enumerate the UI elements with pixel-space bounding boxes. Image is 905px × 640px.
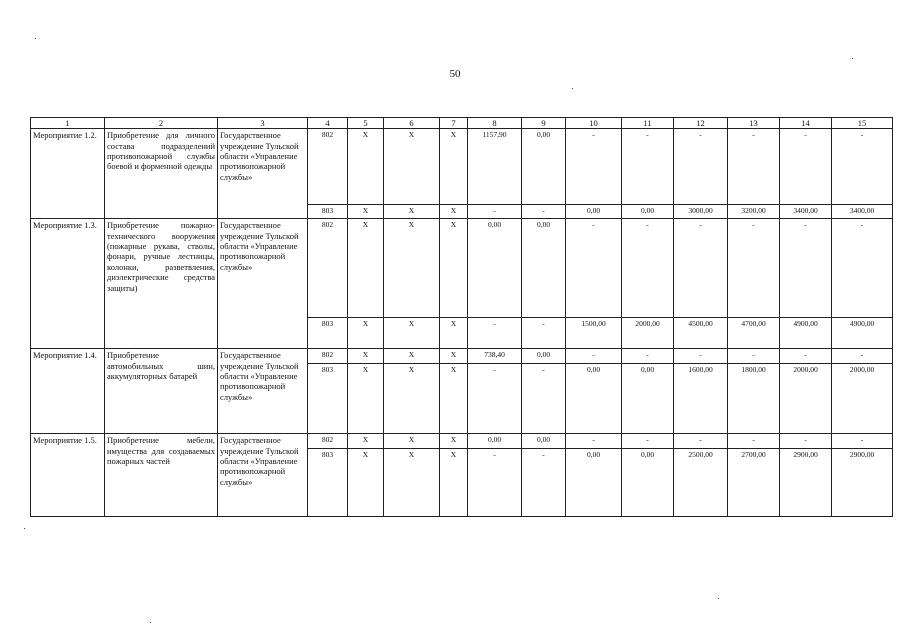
table-cell: 803: [308, 449, 348, 517]
table-cell: 2900,00: [780, 449, 832, 517]
table-cell: X: [384, 449, 440, 517]
table-row: [31, 349, 893, 364]
table-cell: 802: [308, 129, 348, 205]
table-cell: -: [566, 349, 622, 364]
table-cell: X: [440, 449, 468, 517]
table-cell: 4900,00: [832, 318, 893, 349]
table-cell: -: [674, 129, 728, 205]
table-cell: 0,00: [622, 364, 674, 434]
scan-speck: [24, 528, 25, 529]
table-cell: 3200,00: [728, 205, 780, 219]
table-cell: -: [468, 205, 522, 219]
table-cell: 2700,00: [728, 449, 780, 517]
table-cell: 0,00: [566, 449, 622, 517]
table-cell: 0,00: [522, 129, 566, 205]
table-cell: -: [566, 219, 622, 318]
table-cell: -: [832, 129, 893, 205]
table-cell: 1600,00: [674, 364, 728, 434]
header-cell: 4: [308, 118, 348, 129]
table-cell: 0,00: [468, 219, 522, 318]
table-row: [31, 434, 893, 449]
table-cell: 2500,00: [674, 449, 728, 517]
page-number: 50: [449, 68, 461, 80]
table-cell: 803: [308, 318, 348, 349]
table-cell: X: [348, 129, 384, 205]
table-cell: 0,00: [566, 205, 622, 219]
table-cell: X: [440, 129, 468, 205]
table-cell: X: [348, 318, 384, 349]
table-cell: X: [384, 318, 440, 349]
table-cell: X: [440, 219, 468, 318]
table-cell: 1800,00: [728, 364, 780, 434]
table-cell: X: [440, 318, 468, 349]
table-cell: 1500,00: [566, 318, 622, 349]
measure-name: Мероприятие 1.4.: [31, 349, 105, 434]
table-cell: X: [384, 364, 440, 434]
table-cell: 1157,90: [468, 129, 522, 205]
table-cell: X: [348, 219, 384, 318]
table-cell: X: [384, 434, 440, 449]
table-cell: 3000,00: [674, 205, 728, 219]
table-cell: 3400,00: [780, 205, 832, 219]
table-cell: -: [622, 129, 674, 205]
table-cell: X: [384, 219, 440, 318]
measure-name: Мероприятие 1.5.: [31, 434, 105, 517]
header-cell: 10: [566, 118, 622, 129]
measure-executor: Государственное учреждение Тульской области «Управление противопожарной службы»: [218, 349, 308, 434]
table-cell: X: [348, 364, 384, 434]
table-cell: 3400,00: [832, 205, 893, 219]
measure-name: Мероприятие 1.2.: [31, 129, 105, 219]
table-cell: -: [522, 449, 566, 517]
budget-table: [30, 117, 893, 517]
scan-speck: [572, 88, 573, 89]
table-cell: -: [780, 219, 832, 318]
table-cell: X: [348, 449, 384, 517]
table-cell: X: [348, 434, 384, 449]
header-cell: 2: [105, 118, 218, 129]
measure-executor: Государственное учреждение Тульской области «Управление противопожарной службы»: [218, 129, 308, 219]
table-cell: X: [384, 129, 440, 205]
table-cell: 0,00: [522, 349, 566, 364]
table-cell: 2000,00: [622, 318, 674, 349]
table-cell: X: [384, 349, 440, 364]
table-cell: 0,00: [468, 434, 522, 449]
scan-speck: [150, 622, 151, 623]
table-cell: 0,00: [622, 205, 674, 219]
measure-description: Приобретение автомобильных шин, аккумуляторных батарей: [105, 349, 218, 434]
table-cell: 4700,00: [728, 318, 780, 349]
table-cell: 802: [308, 219, 348, 318]
table-cell: X: [348, 349, 384, 364]
table-cell: -: [468, 318, 522, 349]
table-cell: 2000,00: [832, 364, 893, 434]
header-cell: 12: [674, 118, 728, 129]
table-cell: -: [728, 219, 780, 318]
table-cell: -: [622, 219, 674, 318]
table-cell: 2900,00: [832, 449, 893, 517]
scan-speck: [35, 38, 36, 39]
header-cell: 5: [348, 118, 384, 129]
table-cell: -: [468, 449, 522, 517]
table-cell: -: [566, 434, 622, 449]
measure-description: Приобретение мебели, имущества для создаваемых пожарных частей: [105, 434, 218, 517]
table-cell: 803: [308, 364, 348, 434]
table-cell: 0,00: [522, 434, 566, 449]
table-cell: -: [622, 349, 674, 364]
table-cell: X: [440, 364, 468, 434]
table-cell: -: [674, 349, 728, 364]
table-cell: -: [728, 129, 780, 205]
table-cell: X: [384, 205, 440, 219]
table-cell: 2000,00: [780, 364, 832, 434]
header-cell: 6: [384, 118, 440, 129]
measure-description: Приобретение для личного состава подразделений противопожарной службы боевой и форменной одежды: [105, 129, 218, 219]
header-cell: 15: [832, 118, 893, 129]
table-cell: -: [674, 219, 728, 318]
table-cell: -: [674, 434, 728, 449]
header-cell: 3: [218, 118, 308, 129]
table-cell: 738,40: [468, 349, 522, 364]
table-cell: 0,00: [522, 219, 566, 318]
measure-name: Мероприятие 1.3.: [31, 219, 105, 349]
table-cell: 803: [308, 205, 348, 219]
table-row: [31, 219, 893, 318]
table-cell: -: [832, 434, 893, 449]
header-cell: 14: [780, 118, 832, 129]
table-cell: X: [440, 349, 468, 364]
table-cell: 4900,00: [780, 318, 832, 349]
header-row: [31, 118, 893, 129]
table-cell: 802: [308, 349, 348, 364]
table-cell: -: [780, 434, 832, 449]
measure-executor: Государственное учреждение Тульской области «Управление противопожарной службы»: [218, 219, 308, 349]
table-cell: 0,00: [566, 364, 622, 434]
table-cell: -: [566, 129, 622, 205]
header-cell: 9: [522, 118, 566, 129]
header-cell: 8: [468, 118, 522, 129]
table-cell: 0,00: [622, 449, 674, 517]
table-cell: -: [832, 349, 893, 364]
header-cell: 13: [728, 118, 780, 129]
scan-speck: [718, 598, 719, 599]
table-cell: -: [780, 129, 832, 205]
table-cell: -: [522, 318, 566, 349]
table-cell: -: [468, 364, 522, 434]
header-cell: 11: [622, 118, 674, 129]
table-cell: -: [780, 349, 832, 364]
table-cell: X: [440, 205, 468, 219]
table-cell: X: [440, 434, 468, 449]
table-cell: 4500,00: [674, 318, 728, 349]
header-cell: 1: [31, 118, 105, 129]
measure-description: Приобретение пожарно-технического вооружения (пожарные рукава, стволы, фонари, ручные лестницы, колонки, разветвления, диэлектрические средства защиты): [105, 219, 218, 349]
table-cell: 802: [308, 434, 348, 449]
header-cell: 7: [440, 118, 468, 129]
scan-speck: [852, 58, 853, 59]
table-cell: -: [522, 205, 566, 219]
table-cell: X: [348, 205, 384, 219]
table-row: [31, 129, 893, 205]
table-cell: -: [522, 364, 566, 434]
table-cell: -: [622, 434, 674, 449]
measure-executor: Государственное учреждение Тульской области «Управление противопожарной службы»: [218, 434, 308, 517]
table-cell: -: [728, 349, 780, 364]
table-cell: -: [728, 434, 780, 449]
table-cell: -: [832, 219, 893, 318]
